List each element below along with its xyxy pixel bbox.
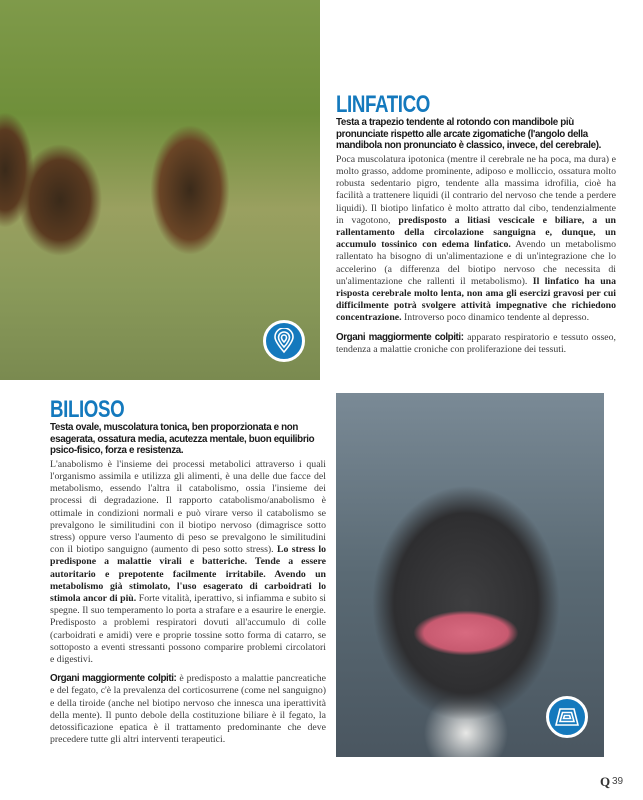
linfatico-lead: Testa a trapezio tendente al rotondo con mandibole più pronunciate rispetto alle arcate zigomatiche (l'angolo della mandibola non pronunciato è classico, invece, del cerebrale).	[336, 117, 602, 152]
bilioso-body: L'anabolismo è l'insieme dei processi metabolici attraverso i quali l'organismo assimila e utilizza gli alimenti, è una delle due facce del metabolismo, essendo l'altra il catabolismo, ossia l'insieme dei processi di degradazione. Il rapporto catabolismo/anabolismo è ottimale in condizioni normali e può virare verso il catabolismo se prevalgono le similitudini con il biotipo nervoso (dimagrisce sotto stress) oppure verso l'aumento di peso se prevalgono le similitudini con il biotipo sanguigno (aumento di peso sotto stress). Lo stress lo predispone a malattie virali e batteriche. Tende a essere autoritario e prepotente facilmente irritabile. Avendo un metabolismo già stimolato, l'uso esagerato di carboidrati lo stimola ancor di più. Forte vitalità, iperattivo, si infiamma e subito si spegne. Il suo temperamento lo porta a strafare e a esaurire le energie. Predisposto a problemi respiratori dovuti all'accumulo di colle (carboidrati e amidi) vere e proprie tossine sotto forma di catarro, se sottoposto a eventi stressanti possono comparire problemi circolatori e digestivi.	[50, 458, 326, 666]
bilioso-organs: Organi maggiormente colpiti: è predisposto a malattie pancreatiche e del fegato, c'è la prevalenza del corticosurrene (come nel sanguigno) e della tiroide (anche nel biotipo nervoso che innesca una iperattività della mente). Il punto debole della costituzione biliare è il fegato, la detossificazione epatica è il trattamento predominante che deve precedere tutte gli altri interventi terapeutici.	[50, 673, 326, 746]
magazine-logo: Q	[600, 774, 611, 789]
linfatico-title: LINFATICO	[336, 91, 430, 118]
bilioso-title: BILIOSO	[50, 396, 125, 423]
linfatico-section	[336, 93, 616, 363]
page-number: 39	[612, 776, 624, 787]
linfatico-organs: Organi maggiormente colpiti: apparato respiratorio e tessuto osseo, tendenza a malattie croniche con proliferazione dei tessuti.	[336, 331, 616, 355]
bilioso-section	[50, 398, 326, 753]
linfatico-body: Poca muscolatura ipotonica (mentre il cerebrale ne ha poca, ma dura) e molto grasso, addome prominente, adiposo e molliccio, ossatura molto robusta sedentario pigro, tendente alla massima idrofilia, cioè ha facilità a trattenere liquidi (il contrario del nervoso che tende a perdere liquidi). Il biotipo linfatico è molto attratto dal cibo, tendenzialmente in vagotono, predisposto a litiasi vescicale e biliare, a un rallentamento della circolazione sanguigna e, dunque, un accumulo tossinico con edema linfatico. Avendo un metabolismo rallentato ha bisogno di un'alimentazione e di un'integrazione che lo accelerino (a differenza del biotipo nervoso che necessita di un'alimentazione che rallenti il metabolismo). Il linfatico ha una risposta cerebrale molto lenta, non ama gli esercizi gravosi per cui difficilmente potrà svolgere attività impegnative che richiedono concentrazione. Introverso poco dinamico tendente al depresso.	[336, 153, 616, 324]
bilioso-lead: Testa ovale, muscolatura tonica, ben proporzionata e non esagerata, ossatura media, acutezza mentale, buon equilibrio psico-fisico, forza e resistenza.	[50, 422, 315, 457]
lymph-drop-icon	[263, 320, 305, 362]
trapezoid-head-icon	[546, 696, 588, 738]
